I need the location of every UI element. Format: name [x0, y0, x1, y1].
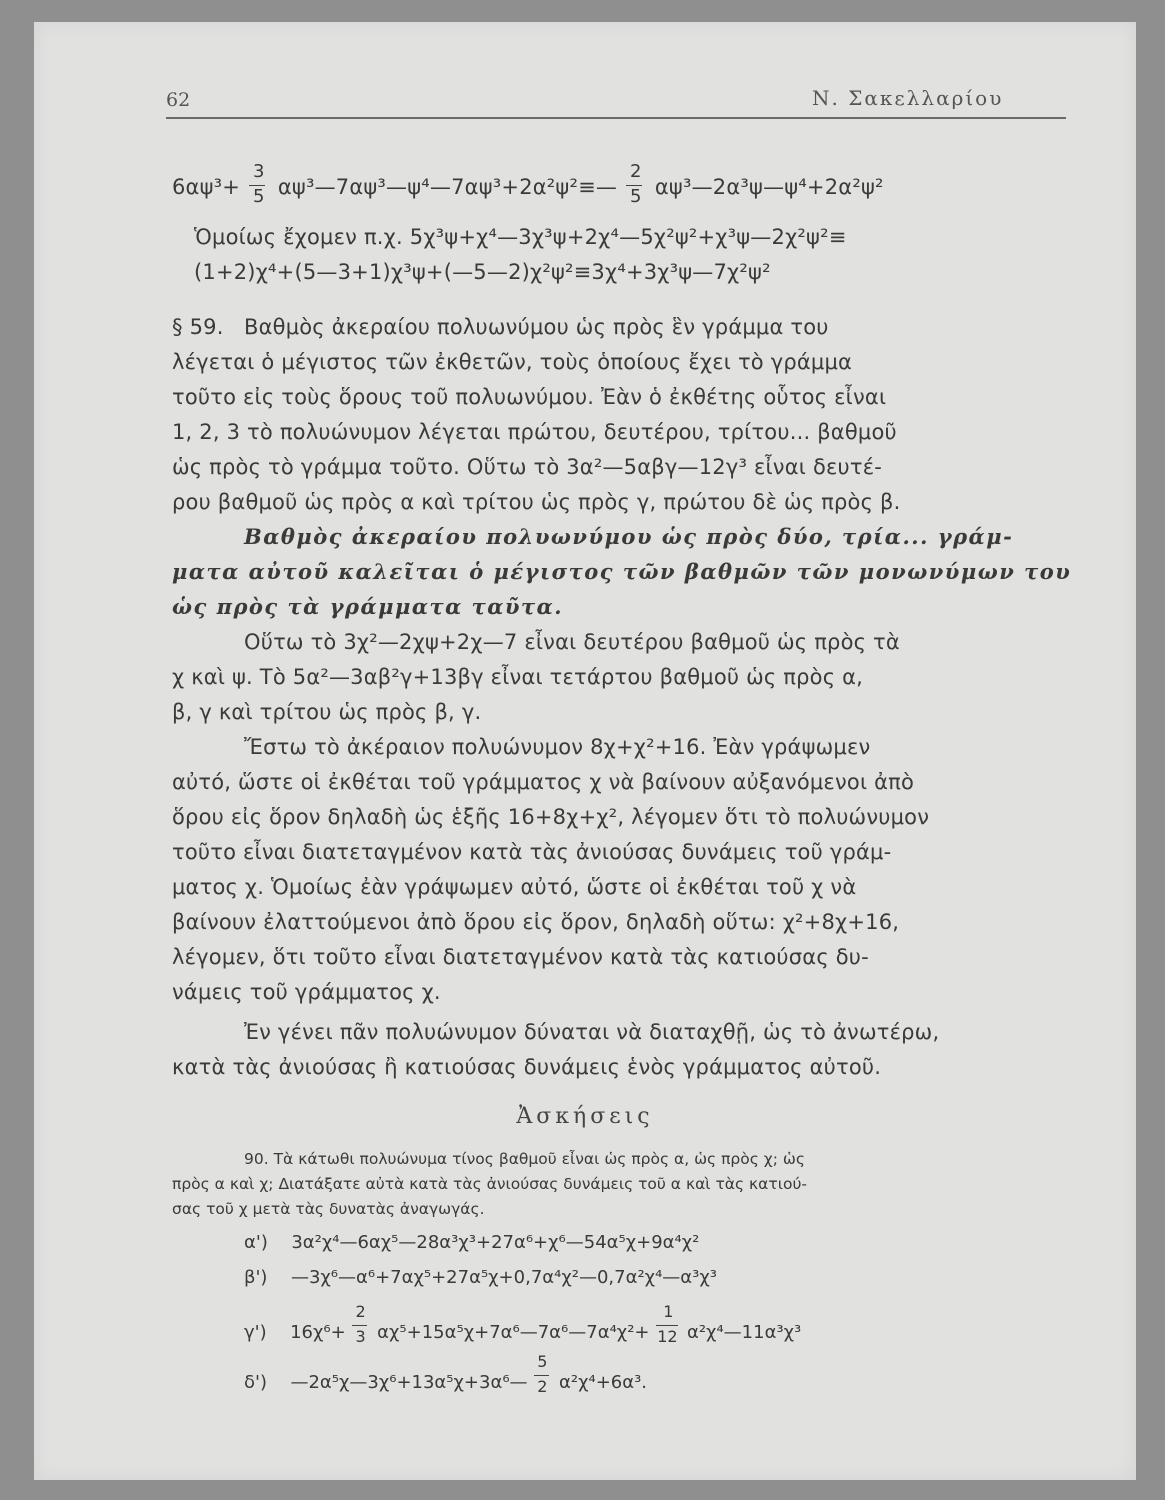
exercise-item-b [244, 1267, 717, 1288]
exercise-label: δ') [244, 1372, 267, 1393]
para2-line-1: Βαθμὸς ἀκεραίου πολυωνύμου ὡς πρὸς δύο, τρία... γράμ- [244, 524, 1014, 549]
para5-line-2: κατὰ τὰς ἀνιούσας ἢ κατιούσας δυνάμεις ἑνὸς γράμματος αὐτοῦ. [172, 1055, 882, 1079]
para4-line-6: βαίνουν ἐλαττούμενοι ἀπὸ ὅρου εἰς ὅρον, δηλαδὴ οὕτω: χ²+8χ+16, [172, 910, 900, 934]
fraction [624, 161, 648, 207]
para1-line-3: τοῦτο εἰς τοὺς ὅρους τοῦ πολυωνύμου. Ἐὰν ὁ ἐκθέτης οὗτος εἶναι [172, 385, 887, 409]
fraction [351, 1302, 371, 1349]
fraction-numerator: 2 [629, 161, 642, 182]
exercise-expression-part: α²χ⁴+6α³. [559, 1372, 648, 1393]
exercise-label: γ') [244, 1322, 267, 1343]
fraction [655, 1302, 681, 1349]
equation-segment: 6αψ³+ [172, 175, 241, 199]
equation-line-1 [172, 161, 1072, 207]
para2-line-2: ματα αὐτοῦ καλεῖται ὁ μέγιστος τῶν βαθμῶν τῶν μονωνύμων του [172, 559, 1072, 584]
exercise-intro-line-3: σας τοῦ χ μετὰ τὰς δυνατὰς ἀναγωγάς. [172, 1200, 485, 1218]
para5-line-1: Ἐν γένει πᾶν πολυώνυμον δύναται νὰ διαταχθῇ, ὡς τὸ ἀνωτέρω, [244, 1020, 940, 1044]
fraction-numerator: 3 [252, 161, 265, 182]
para4-line-4: τοῦτο εἶναι διατεταγμένον κατὰ τὰς ἀνιούσας δυνάμεις τοῦ γράμ- [172, 840, 892, 864]
running-head-author: Ν. Σακελλαρίου [812, 86, 1004, 110]
equation-segment: αψ³—2α³ψ—ψ⁴+2α²ψ² [654, 175, 884, 199]
para1-line-6: ρου βαθμοῦ ὡς πρὸς α καὶ τρίτου ὡς πρὸς γ, πρώτου δὲ ὡς πρὸς β. [172, 490, 901, 514]
fraction-denominator: 2 [537, 1377, 548, 1396]
section-number: § 59. [172, 315, 224, 339]
fraction-bar [656, 1325, 678, 1326]
exercise-expression: 3α²χ⁴—6αχ⁵—28α³χ³+27α⁶+χ⁶—54α⁵χ+9α⁴χ² [291, 1232, 700, 1253]
para4-line-3: ὅρου εἰς ὅρον δηλαδὴ ὡς ἑξῆς 16+8χ+χ², λέγομεν ὅτι τὸ πολυώνυμον [172, 805, 930, 829]
para4-line-7: λέγομεν, ὅτι τοῦτο εἶναι διατεταγμένον κατὰ τὰς κατιούσας δυ- [172, 945, 869, 969]
exercise-expression-part: —2α⁵χ—3χ⁶+13α⁵χ+3α⁶— [290, 1372, 528, 1393]
fraction-denominator: 3 [355, 1327, 366, 1346]
exercise-label: α') [244, 1232, 268, 1253]
exercise-item-c [244, 1302, 802, 1349]
equation-line-2: Ὁμοίως ἔχομεν π.χ. 5χ³ψ+χ⁴—3χ³ψ+2χ⁴—5χ²ψ²+χ³ψ—2χ²ψ²≡ [194, 225, 847, 249]
para4-line-1: Ἔστω τὸ ἀκέραιον πολυώνυμον 8χ+χ²+16. Ἐὰν γράψωμεν [244, 735, 871, 759]
equation-line-3: (1+2)χ⁴+(5—3+1)χ³ψ+(—5—2)χ²ψ²≡3χ⁴+3χ³ψ—7χ²ψ² [194, 260, 771, 284]
fraction-bar [352, 1325, 367, 1326]
exercise-expression-part: αχ⁵+15α⁵χ+7α⁶—7α⁶—7α⁴χ²+ [377, 1322, 650, 1343]
exercise-intro-line-2: πρὸς α καὶ χ; Διατάξατε αὐτὰ κατὰ τὰς ἀνιούσας δυνάμεις τοῦ α καὶ τὰς κατιού- [172, 1175, 808, 1193]
fraction [533, 1352, 553, 1399]
para3-line-3: β, γ καὶ τρίτου ὡς πρὸς β, γ. [172, 700, 482, 724]
fraction-numerator: 2 [355, 1302, 366, 1321]
exercise-expression-part: 16χ⁶+ [290, 1322, 346, 1343]
para1-line-4: 1, 2, 3 τὸ πολυώνυμον λέγεται πρώτου, δευτέρου, τρίτου... βαθμοῦ [172, 420, 897, 444]
exercise-expression-part: α²χ⁴—11α³χ³ [686, 1322, 802, 1343]
exercise-item-d [244, 1352, 648, 1399]
para1-line-1: Βαθμὸς ἀκεραίου πολυωνύμου ὡς πρὸς ἓν γράμμα του [244, 315, 829, 339]
para3-line-1: Οὕτω τὸ 3χ²—2χψ+2χ—7 εἶναι δευτέρου βαθμοῦ ὡς πρὸς τὰ [244, 630, 900, 654]
fraction-denominator: 5 [252, 186, 265, 207]
fraction-denominator: 12 [657, 1327, 678, 1346]
para2-line-3: ὡς πρὸς τὰ γράμματα ταῦτα. [172, 594, 564, 619]
exercises-heading: Ἀσκήσεις [516, 1104, 654, 1129]
equation-segment: αψ³—7αψ³—ψ⁴—7αψ³+2α²ψ²≡— [277, 175, 618, 199]
exercise-label: β') [244, 1267, 268, 1288]
fraction [247, 161, 271, 207]
page-number: 62 [166, 89, 191, 111]
para4-line-2: αὐτό, ὥστε οἱ ἐκθέται τοῦ γράμματος χ νὰ βαίνουν αὐξανόμενοι ἀπὸ [172, 770, 915, 794]
fraction-numerator: 1 [663, 1302, 674, 1321]
exercise-item-a [244, 1232, 699, 1253]
fraction-bar [534, 1375, 549, 1376]
para3-line-2: χ καὶ ψ. Τὸ 5α²—3αβ²γ+13βγ εἶναι τετάρτου βαθμοῦ ὡς πρὸς α, [172, 665, 864, 689]
exercise-intro-line-1: 90. Τὰ κάτωθι πολυώνυμα τίνος βαθμοῦ εἶναι ὡς πρὸς α, ὡς πρὸς χ; ὡς [244, 1150, 805, 1168]
fraction-denominator: 5 [629, 186, 642, 207]
para1-line-2: λέγεται ὁ μέγιστος τῶν ἐκθετῶν, τοὺς ὁποίους ἔχει τὸ γράμμα [172, 350, 853, 374]
para4-line-8: νάμεις τοῦ γράμματος χ. [172, 980, 441, 1004]
exercise-expression: —3χ⁶—α⁶+7αχ⁵+27α⁵χ+0,7α⁴χ²—0,7α²χ⁴—α³χ³ [290, 1267, 717, 1288]
fraction-numerator: 5 [537, 1352, 548, 1371]
book-page [34, 22, 1136, 1480]
header-rule [166, 117, 1066, 119]
para4-line-5: ματος χ. Ὁμοίως ἐὰν γράψωμεν αὐτό, ὥστε οἱ ἐκθέται τοῦ χ νὰ [172, 875, 857, 899]
para1-line-5: ὡς πρὸς τὸ γράμμα τοῦτο. Οὕτω τὸ 3α²—5αβγ—12γ³ εἶναι δευτέ- [172, 455, 883, 479]
